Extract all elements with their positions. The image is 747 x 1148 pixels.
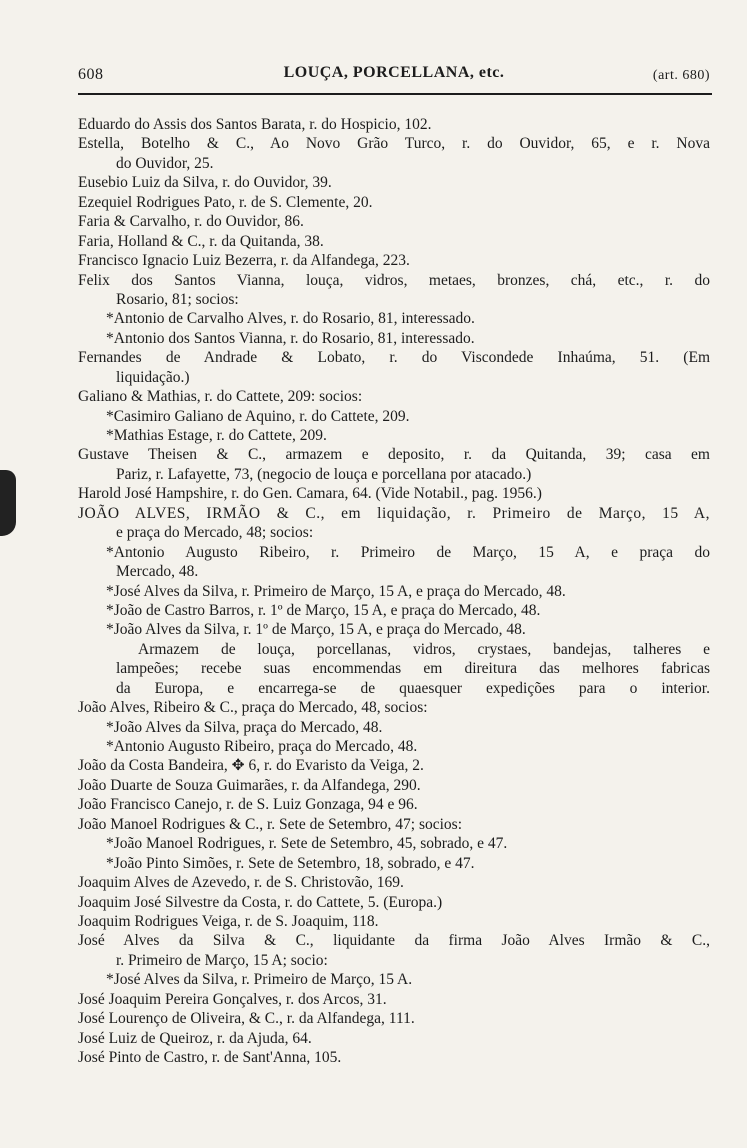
entry-line: Armazem de louça, porcellanas, vidros, crystaes, bandejas, talheres e <box>138 640 710 658</box>
entry-line: Eusebio Luiz da Silva, r. do Ouvidor, 39. <box>78 174 332 192</box>
entry-line: Galiano & Mathias, r. do Cattete, 209: socios: <box>78 388 363 406</box>
entry-line: *José Alves da Silva, r. Primeiro de Março, 15 A, e praça do Mercado, 48. <box>106 582 566 600</box>
entry-line: João da Costa Bandeira, ✥ 6, r. do Evaristo da Veiga, 2. <box>78 757 424 775</box>
entry-line: *Casimiro Galiano de Aquino, r. do Cattete, 209. <box>106 407 410 425</box>
entry-line: João Manoel Rodrigues & C., r. Sete de Setembro, 47; socios: <box>78 815 463 833</box>
entry-line: *João Alves da Silva, r. 1º de Março, 15 A, e praça do Mercado, 48. <box>106 621 526 639</box>
entry-line: liquidação.) <box>116 368 190 386</box>
entry-line: Pariz, r. Lafayette, 73, (negocio de louça e porcellana por atacado.) <box>116 465 532 483</box>
page-edge-shadow <box>0 470 16 536</box>
entry-line: Eduardo do Assis dos Santos Barata, r. do Hospicio, 102. <box>78 116 432 133</box>
page-header <box>78 62 710 86</box>
entry-line: José Joaquim Pereira Gonçalves, r. dos Arcos, 31. <box>78 990 387 1008</box>
entry-line: Rosario, 81; socios: <box>116 290 239 308</box>
entry-line: *Antonio de Carvalho Alves, r. do Rosario, 81, interessado. <box>106 310 475 328</box>
entry-line: Mercado, 48. <box>116 563 199 581</box>
entry-line: *Antonio Augusto Ribeiro, r. Primeiro de Março, 15 A, e praça do <box>106 543 710 561</box>
directory-entries <box>78 115 710 1067</box>
entry-line: Estella, Botelho & C., Ao Novo Grão Turco, r. do Ouvidor, 65, e r. Nova <box>78 135 710 153</box>
entry-line: Ezequiel Rodrigues Pato, r. de S. Clemente, 20. <box>78 193 373 211</box>
entry-line: José Pinto de Castro, r. de Sant'Anna, 105. <box>78 1049 342 1066</box>
entry-line: João Duarte de Souza Guimarães, r. da Alfandega, 290. <box>78 776 421 794</box>
entry-line: Harold José Hampshire, r. do Gen. Camara, 64. (Vide Notabil., pag. 1956.) <box>78 485 542 503</box>
entry-line: João Francisco Canejo, r. de S. Luiz Gonzaga, 94 e 96. <box>78 796 418 814</box>
page-number: 608 <box>78 66 104 83</box>
entry-line: *João de Castro Barros, r. 1º de Março, 15 A, e praça do Mercado, 48. <box>106 601 541 619</box>
page-title: LOUÇA, PORCELLANA, etc. <box>283 64 505 81</box>
entry-line: Felix dos Santos Vianna, louça, vidros, metaes, bronzes, chá, etc., r. do <box>78 271 710 289</box>
entry-line: do Ouvidor, 25. <box>116 154 214 172</box>
entry-line: Joaquim José Silvestre da Costa, r. do Cattete, 5. (Europa.) <box>78 893 443 911</box>
entry-line: *Antonio Augusto Ribeiro, praça do Mercado, 48. <box>106 738 418 755</box>
entry-line: José Luiz de Queiroz, r. da Ajuda, 64. <box>78 1029 312 1047</box>
entry-line: *João Manoel Rodrigues, r. Sete de Setembro, 45, sobrado, e 47. <box>106 835 508 853</box>
entry-line: Gustave Theisen & C., armazem e deposito, r. da Quitanda, 39; casa em <box>78 446 710 464</box>
entry-line: Francisco Ignacio Luiz Bezerra, r. da Alfandega, 223. <box>78 252 410 270</box>
entry-line: r. Primeiro de Março, 15 A; socio: <box>116 951 328 969</box>
entry-line: *José Alves da Silva, r. Primeiro de Março, 15 A. <box>106 971 413 989</box>
entry-line: *Antonio dos Santos Vianna, r. do Rosario, 81, interessado. <box>106 329 475 347</box>
entry-line: lampeões; recebe suas encommendas em direitura das melhores fabricas <box>116 660 710 678</box>
entry-line: da Europa, e encarrega-se de quaesquer expedições para o interior. <box>116 679 710 697</box>
header-rule <box>78 93 712 95</box>
entry-line: JOÃO ALVES, IRMÃO & C., em liquidação, r. Primeiro de Março, 15 A, <box>78 504 710 522</box>
entry-line: José Alves da Silva & C., liquidante da firma João Alves Irmão & C., <box>78 932 710 950</box>
entry-line: Fernandes de Andrade & Lobato, r. do Viscondede Inhaúma, 51. (Em <box>78 349 710 367</box>
entry-line: José Lourenço de Oliveira, & C., r. da Alfandega, 111. <box>78 1010 415 1028</box>
entry-line: *João Alves da Silva, praça do Mercado, 48. <box>106 718 383 736</box>
entry-line: Faria & Carvalho, r. do Ouvidor, 86. <box>78 213 304 231</box>
entry-line: João Alves, Ribeiro & C., praça do Mercado, 48, socios: <box>78 699 428 717</box>
entry-line: *João Pinto Simões, r. Sete de Setembro, 18, sobrado, e 47. <box>106 854 475 872</box>
entry-line: Faria, Holland & C., r. da Quitanda, 38. <box>78 232 324 250</box>
entry-line: Joaquim Alves de Azevedo, r. de S. Christovão, 169. <box>78 874 404 892</box>
entry-line: *Mathias Estage, r. do Cattete, 209. <box>106 427 327 444</box>
entry-line: e praça do Mercado, 48; socios: <box>116 524 314 542</box>
entry-line: Joaquim Rodrigues Veiga, r. de S. Joaquim, 118. <box>78 912 379 930</box>
article-number: (art. 680) <box>652 68 710 83</box>
